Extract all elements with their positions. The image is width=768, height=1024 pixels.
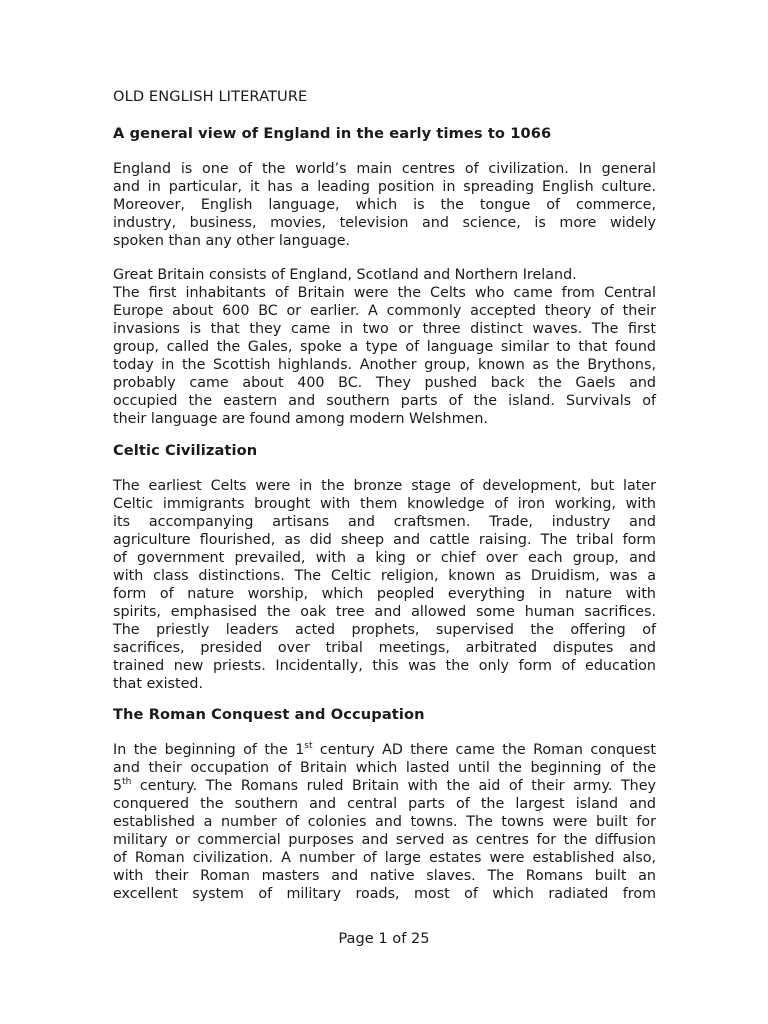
section-heading-celtic: Celtic Civilization xyxy=(113,442,258,459)
text-line: invasions is that they came in two or three distinct waves. The first xyxy=(113,321,656,337)
text-line: form of nature worship, which peopled everything in nature with xyxy=(113,586,656,602)
text-line xyxy=(113,741,656,759)
text-line: The earliest Celts were in the bronze stage of development, but later xyxy=(113,478,656,494)
text-line: group, called the Gales, spoke a type of language similar to that found xyxy=(113,339,656,355)
text-line: The first inhabitants of Britain were the Celts who came from Central xyxy=(113,285,656,301)
text-line: of government prevailed, with a king or chief over each group, and xyxy=(113,550,656,566)
text-line: spirits, emphasised the oak tree and allowed some human sacrifices. xyxy=(113,604,656,620)
text-line: with their Roman masters and native slaves. The Romans built an xyxy=(113,868,656,884)
text-line: today in the Scottish highlands. Another group, known as the Brythons, xyxy=(113,357,656,373)
text-line: that existed. xyxy=(113,676,204,692)
paragraph-britain-inhabitants xyxy=(113,266,656,428)
paragraph-england-intro xyxy=(113,160,656,250)
text-line: spoken than any other language. xyxy=(113,233,351,249)
text-line: occupied the eastern and southern parts of the island. Survivals of xyxy=(113,393,656,409)
text-line: The priestly leaders acted prophets, supervised the offering of xyxy=(113,622,656,638)
text-line: probably came about 400 BC. They pushed back the Gaels and xyxy=(113,375,656,391)
text-line: with class distinctions. The Celtic religion, known as Druidism, was a xyxy=(113,568,656,584)
text-line: and their occupation of Britain which lasted until the beginning of the xyxy=(113,760,656,776)
text-line: conquered the southern and central parts of the largest island and xyxy=(113,796,656,812)
text-line: of Roman civilization. A number of large estates were established also, xyxy=(113,850,656,866)
text-fragment: century AD there came the Roman conquest xyxy=(312,742,656,758)
text-line: sacrifices, presided over tribal meetings, arbitrated disputes and xyxy=(113,640,656,656)
text-line: established a number of colonies and towns. The towns were built for xyxy=(113,814,656,830)
text-line: Moreover, English language, which is the tongue of commerce, xyxy=(113,197,656,213)
text-line xyxy=(113,777,656,795)
page-number-footer: Page 1 of 25 xyxy=(338,930,430,947)
document-title: OLD ENGLISH LITERATURE xyxy=(113,88,308,105)
text-line: their language are found among modern Welshmen. xyxy=(113,411,488,427)
text-line: Celtic immigrants brought with them knowledge of iron working, with xyxy=(113,496,656,512)
ordinal-suffix: st xyxy=(304,741,313,751)
paragraph-celtic-civilization xyxy=(113,477,656,693)
text-fragment: century. The Romans ruled Britain with the aid of their army. They xyxy=(131,778,656,794)
text-line: its accompanying artisans and craftsmen. Trade, industry and xyxy=(113,514,656,530)
text-line: excellent system of military roads, most of which radiated from xyxy=(113,886,656,902)
paragraph-roman-conquest xyxy=(113,741,656,903)
text-line: agriculture flourished, as did sheep and cattle raising. The tribal form xyxy=(113,532,656,548)
text-line: and in particular, it has a leading position in spreading English culture. xyxy=(113,179,656,195)
text-line: trained new priests. Incidentally, this was the only form of education xyxy=(113,658,656,674)
text-fragment: In the beginning of the 1 xyxy=(113,742,305,758)
ordinal-suffix: th xyxy=(122,777,132,787)
text-fragment: 5 xyxy=(113,778,123,794)
text-line: Europe about 600 BC or earlier. A commonly accepted theory of their xyxy=(113,303,656,319)
text-line: military or commercial purposes and served as centres for the diffusion xyxy=(113,832,656,848)
text-line: England is one of the world’s main centres of civilization. In general xyxy=(113,161,656,177)
section-heading-roman: The Roman Conquest and Occupation xyxy=(113,706,425,723)
section-heading-general-view: A general view of England in the early times to 1066 xyxy=(113,125,552,142)
text-line: Great Britain consists of England, Scotland and Northern Ireland. xyxy=(113,267,577,283)
text-line: industry, business, movies, television and science, is more widely xyxy=(113,215,656,231)
